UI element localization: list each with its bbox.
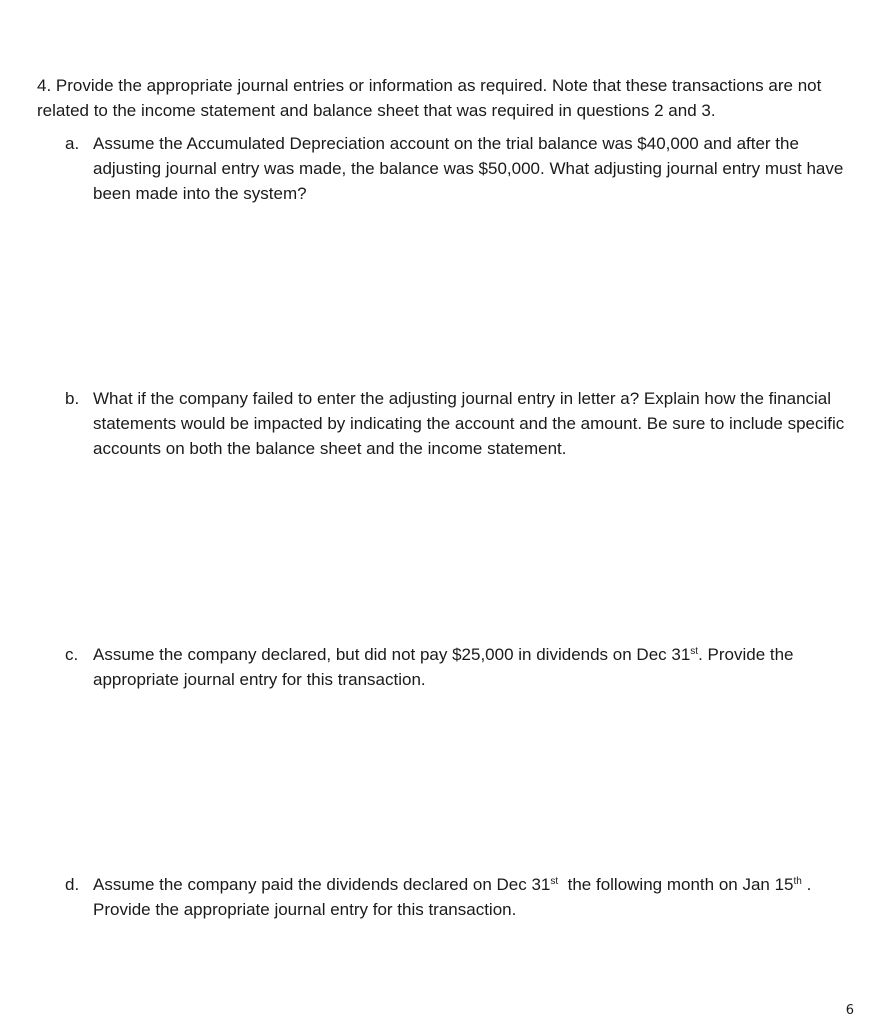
item-text-part: Assume the company paid the dividends declared on Dec 31 <box>93 875 551 894</box>
item-letter: a. <box>65 134 80 153</box>
item-text-part: Assume the company declared, but did not pay $25,000 in dividends on Dec 31 <box>93 645 691 664</box>
item-text-part: the following month on Jan 15 <box>558 875 794 894</box>
question-intro: 4. Provide the appropriate journal entries or information as required. Note that these transactions are not related to the income statement and balance sheet that was required in questions 2 and 3. <box>37 76 822 120</box>
question-item-a <box>65 131 855 206</box>
item-text: Assume the Accumulated Depreciation account on the trial balance was $40,000 and after the adjusting journal entry was made, the balance was $50,000. What adjusting journal entry must have been made into the system? <box>93 134 844 203</box>
item-letter: d. <box>65 875 80 894</box>
page-number: 6 <box>845 1003 854 1018</box>
item-letter: b. <box>65 389 80 408</box>
item-text <box>93 872 855 922</box>
question-item-c <box>65 642 855 692</box>
ordinal-suffix: th <box>793 876 802 887</box>
question-item-b <box>65 386 855 461</box>
question-item-d <box>65 872 855 922</box>
item-text-part: . Provide the appropriate journal entry for this transaction. <box>93 875 821 919</box>
ordinal-suffix: st <box>550 876 559 887</box>
ordinal-suffix: st <box>690 646 699 657</box>
item-letter: c. <box>65 645 79 664</box>
item-text-part: . Provide the appropriate journal entry for this transaction. <box>93 645 794 689</box>
item-text: What if the company failed to enter the adjusting journal entry in letter a? Explain how the financial statements would be impacted by indicating the account and the amount. Be sure to include specific accounts on both the balance sheet and the income statement. <box>93 389 845 458</box>
item-text <box>93 642 855 692</box>
